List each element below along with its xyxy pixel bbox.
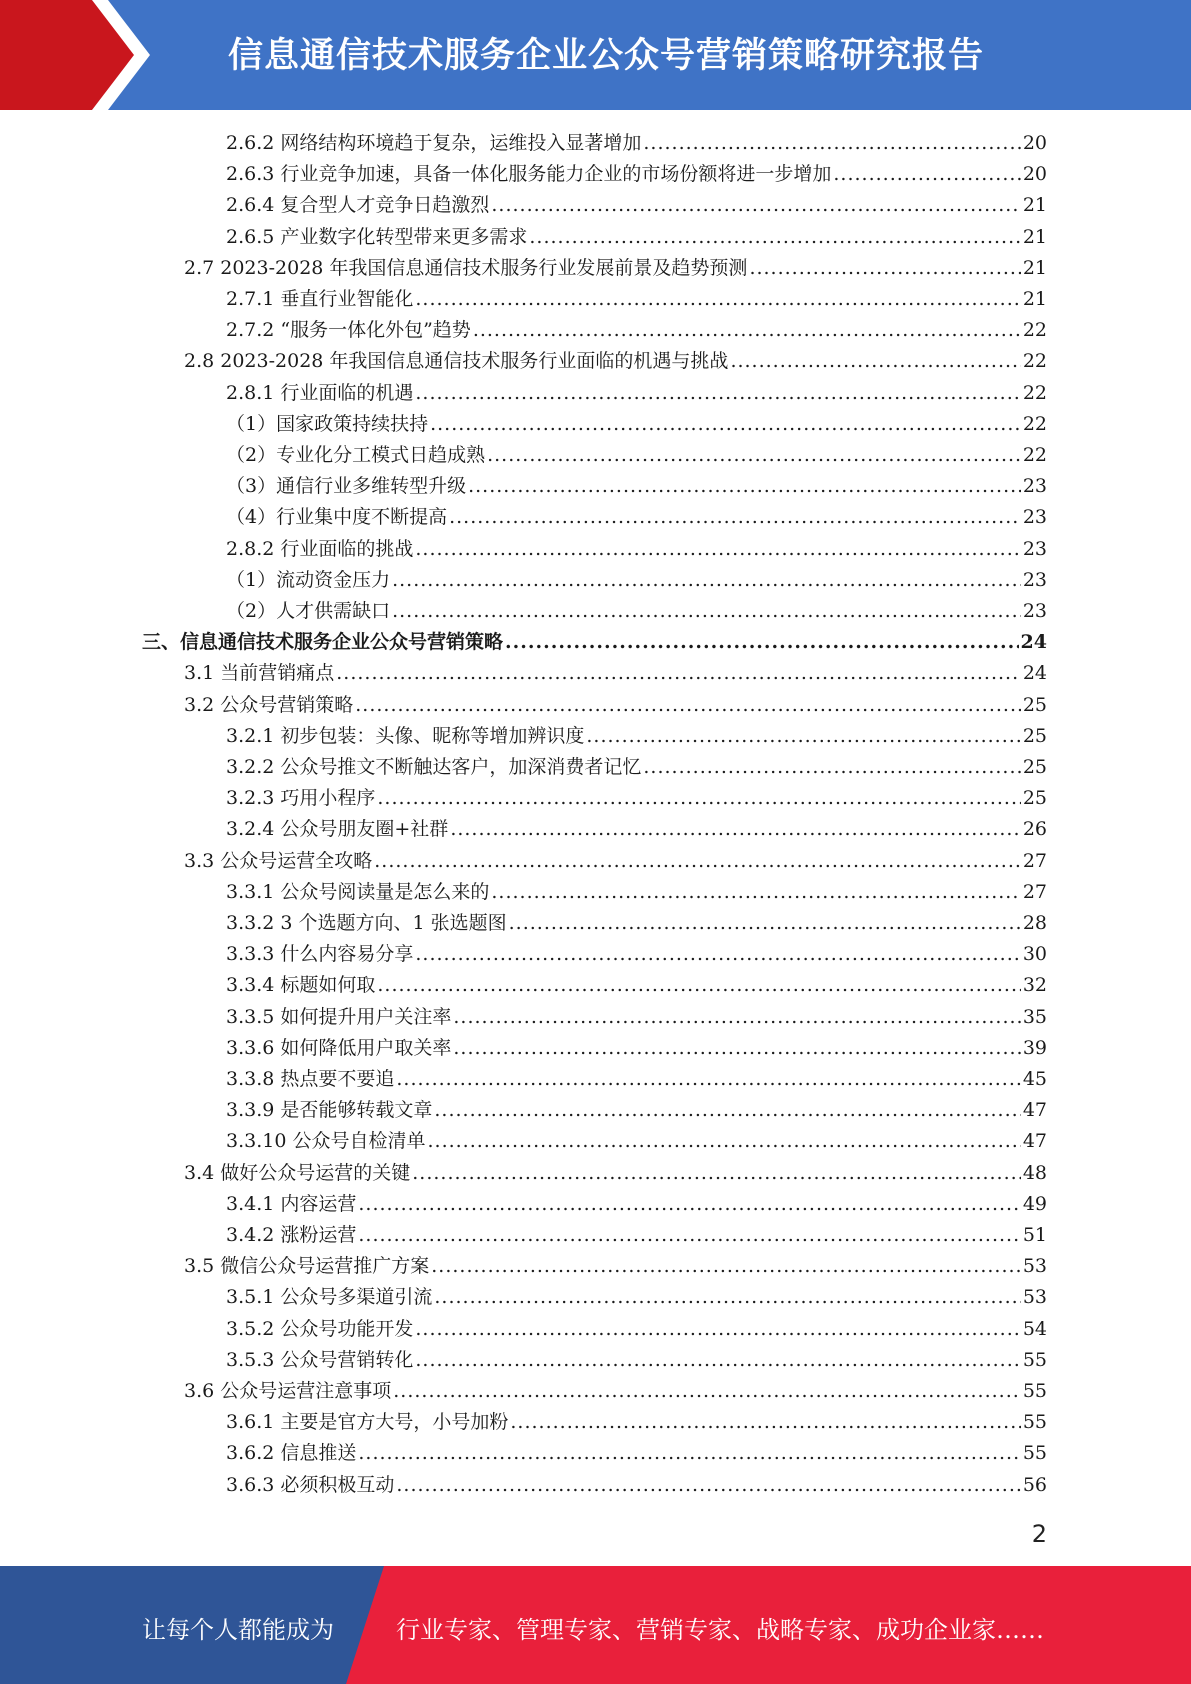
toc-entry-page: 55 <box>1022 1442 1047 1465</box>
toc-entry-label: 2.8.1 行业面临的机遇 <box>226 381 414 404</box>
toc-entry-page: 22 <box>1022 381 1047 404</box>
toc-entry-page: 26 <box>1022 818 1047 841</box>
toc-entry-label: 3.3.5 如何提升用户关注率 <box>226 1005 452 1028</box>
toc-entry-label: 2.6.3 行业竞争加速，具备一体化服务能力企业的市场份额将进一步增加 <box>226 163 832 186</box>
toc-entry-page: 24 <box>1022 662 1047 685</box>
toc-dot-leader <box>468 471 1021 502</box>
toc-entry-label: 2.7 2023-2028 年我国信息通信技术服务行业发展前景及趋势预测 <box>184 256 748 279</box>
toc-dot-leader <box>473 315 1021 346</box>
toc-entry[interactable] <box>226 409 1047 440</box>
header-red-chevron <box>0 0 160 110</box>
toc-entry-page: 55 <box>1022 1380 1047 1402</box>
toc-entry-label: 3.4.2 涨粉运营 <box>226 1224 357 1246</box>
toc-entry-page: 48 <box>1022 1161 1047 1184</box>
toc-entry-page: 53 <box>1022 1286 1047 1309</box>
toc-entry-page: 39 <box>1022 1036 1047 1059</box>
toc-entry[interactable] <box>226 222 1047 253</box>
toc-entry-page: 21 <box>1022 225 1047 248</box>
toc-dot-leader <box>505 627 1019 658</box>
toc-entry-page: 53 <box>1022 1255 1047 1278</box>
toc-entry[interactable] <box>226 939 1047 970</box>
toc-entry[interactable] <box>226 471 1047 502</box>
toc-entry-page: 32 <box>1022 974 1047 997</box>
toc-dot-leader <box>358 1189 1020 1220</box>
toc-entry-label: 3.2 公众号营销策略 <box>184 693 354 716</box>
toc-entry-label: 3.5.2 公众号功能开发 <box>226 1317 414 1340</box>
toc-entry[interactable] <box>184 1251 1047 1282</box>
toc-entry-label: 3.2.3 巧用小程序 <box>226 787 376 810</box>
toc-entry-label: 3.4 做好公众号运营的关键 <box>184 1161 411 1184</box>
toc-entry-label: 2.7.1 垂直行业智能化 <box>226 288 414 310</box>
toc-entry-label: 3.3.10 公众号自检清单 <box>226 1130 426 1153</box>
toc-entry-label: 3.1 当前营销痛点 <box>184 662 335 685</box>
toc-entry[interactable] <box>226 565 1047 596</box>
toc-dot-leader <box>374 846 1021 877</box>
toc-entry-page: 56 <box>1022 1473 1047 1496</box>
toc-entry-label: 三、信息通信技术服务企业公众号营销策略 <box>142 631 504 654</box>
toc-entry[interactable] <box>226 378 1047 409</box>
toc-entry-page: 23 <box>1022 568 1047 591</box>
toc-entry[interactable] <box>184 1376 1047 1407</box>
toc-entry-page: 27 <box>1022 849 1047 872</box>
toc-entry-page: 20 <box>1022 132 1047 154</box>
toc-entry-label: 3.3.8 热点要不要追 <box>226 1068 395 1090</box>
toc-entry-page: 47 <box>1022 1099 1047 1122</box>
toc-dot-leader <box>358 1438 1020 1469</box>
toc-entry-page: 54 <box>1022 1317 1047 1340</box>
toc-entry-page: 22 <box>1022 350 1047 373</box>
toc-dot-leader <box>396 1470 1020 1501</box>
toc-dot-leader <box>643 128 1020 159</box>
footer-expert-list: 行业专家、管理专家、营销专家、战略专家、成功企业家…… <box>396 1616 1044 1644</box>
toc-dot-leader <box>393 1376 1021 1407</box>
toc-dot-leader <box>392 565 1021 596</box>
toc-entry-page: 23 <box>1022 475 1047 498</box>
toc-entry-label: （1）流动资金压力 <box>226 568 391 591</box>
toc-entry-page: 51 <box>1022 1224 1047 1246</box>
toc-dot-leader <box>510 1407 1020 1438</box>
toc-entry-label: 3.6.2 信息推送 <box>226 1442 357 1465</box>
toc-dot-leader <box>434 1095 1020 1126</box>
toc-entry-label: 3.3.4 标题如何取 <box>226 974 376 997</box>
toc-entry[interactable] <box>226 752 1047 783</box>
toc-entry[interactable] <box>226 721 1047 752</box>
toc-dot-leader <box>491 877 1020 908</box>
toc-entry-label: 3.3.9 是否能够转载文章 <box>226 1099 433 1122</box>
toc-dot-leader <box>643 752 1020 783</box>
toc-entry[interactable] <box>226 1438 1047 1469</box>
toc-dot-leader <box>509 908 1021 939</box>
toc-entry-label: 2.6.4 复合型人才竞争日趋激烈 <box>226 194 490 217</box>
toc-dot-leader <box>358 1220 1020 1251</box>
toc-entry-page: 28 <box>1022 912 1047 934</box>
toc-entry-page: 23 <box>1022 600 1047 622</box>
toc-entry-label: 2.7.2 “服务一体化外包”趋势 <box>226 319 471 342</box>
toc-entry-page: 49 <box>1022 1192 1047 1215</box>
toc-entry-label: 3.5 微信公众号运营推广方案 <box>184 1255 430 1278</box>
toc-entry[interactable] <box>226 596 1047 627</box>
toc-entry[interactable] <box>226 1345 1047 1376</box>
toc-entry[interactable] <box>226 190 1047 221</box>
toc-entry-label: 3.3 公众号运营全攻略 <box>184 849 373 872</box>
toc-entry[interactable] <box>226 1407 1047 1438</box>
toc-dot-leader <box>415 1345 1020 1376</box>
toc-dot-leader <box>415 1314 1020 1345</box>
toc-entry[interactable] <box>226 1470 1047 1501</box>
toc-entry[interactable] <box>184 253 1047 284</box>
toc-entry-page: 21 <box>1022 288 1047 310</box>
toc-entry[interactable] <box>184 1158 1047 1189</box>
toc-entry[interactable] <box>226 877 1047 908</box>
toc-entry-page: 21 <box>1022 256 1047 279</box>
toc-entry-page: 30 <box>1022 943 1047 966</box>
report-title: 信息通信技术服务企业公众号营销策略研究报告 <box>228 36 985 76</box>
toc-entry-page: 22 <box>1022 444 1047 466</box>
toc-entry[interactable] <box>226 1126 1047 1157</box>
toc-entry-page: 25 <box>1022 787 1047 810</box>
page-footer <box>0 1566 1191 1684</box>
toc-entry[interactable] <box>226 284 1047 315</box>
toc-entry[interactable] <box>226 440 1047 471</box>
toc-entry-label: 3.4.1 内容运营 <box>226 1192 357 1215</box>
toc-entry[interactable] <box>226 783 1047 814</box>
toc-dot-leader <box>396 1064 1020 1095</box>
toc-entry-page: 22 <box>1022 319 1047 342</box>
toc-dot-leader <box>412 1158 1021 1189</box>
toc-dot-leader <box>833 159 1020 190</box>
toc-entry-label: 3.3.3 什么内容易分享 <box>226 943 414 966</box>
toc-entry-page: 24 <box>1020 631 1047 654</box>
page-number: 2 <box>1031 1520 1047 1548</box>
toc-entry-page: 45 <box>1022 1068 1047 1090</box>
toc-entry[interactable] <box>226 1002 1047 1033</box>
toc-dot-leader <box>336 658 1021 689</box>
toc-dot-leader <box>450 814 1021 845</box>
toc-entry-page: 21 <box>1022 194 1047 217</box>
toc-entry[interactable] <box>226 1064 1047 1095</box>
toc-dot-leader <box>430 409 1021 440</box>
toc-entry[interactable] <box>184 346 1047 377</box>
toc-entry[interactable] <box>226 534 1047 565</box>
toc-entry[interactable] <box>226 1282 1047 1313</box>
toc-entry-label: 2.8 2023-2028 年我国信息通信技术服务行业面临的机遇与挑战 <box>184 350 729 373</box>
toc-dot-leader <box>487 440 1021 471</box>
toc-entry[interactable] <box>226 1095 1047 1126</box>
toc-entry[interactable] <box>226 1189 1047 1220</box>
toc-dot-leader <box>392 596 1021 627</box>
toc-dot-leader <box>730 346 1020 377</box>
toc-entry-page: 25 <box>1022 724 1047 747</box>
toc-entry-page: 47 <box>1022 1130 1047 1153</box>
toc-dot-leader <box>491 190 1020 221</box>
toc-entry-label: 3.6 公众号运营注意事项 <box>184 1380 392 1402</box>
toc-entry[interactable] <box>226 128 1047 159</box>
toc-entry-label: （2）专业化分工模式日趋成熟 <box>226 444 486 466</box>
toc-entry-page: 35 <box>1022 1005 1047 1028</box>
toc-dot-leader <box>529 222 1020 253</box>
toc-dot-leader <box>453 1002 1020 1033</box>
toc-dot-leader <box>377 783 1020 814</box>
toc-entry[interactable] <box>226 1314 1047 1345</box>
toc-dot-leader <box>749 253 1020 284</box>
toc-dot-leader <box>431 1251 1021 1282</box>
page-header <box>0 0 1191 110</box>
toc-dot-leader <box>449 502 1021 533</box>
toc-entry-page: 55 <box>1022 1411 1047 1434</box>
toc-entry-label: 3.2.2 公众号推文不断触达客户，加深消费者记忆 <box>226 756 642 778</box>
toc-dot-leader <box>415 534 1020 565</box>
toc-entry-page: 25 <box>1022 693 1047 716</box>
toc-entry-label: 3.3.6 如何降低用户取关率 <box>226 1036 452 1059</box>
toc-entry[interactable] <box>226 814 1047 845</box>
toc-entry-page: 25 <box>1022 756 1047 778</box>
toc-entry[interactable] <box>184 690 1047 721</box>
toc-entry[interactable] <box>226 159 1047 190</box>
toc-entry-label: 3.6.3 必须积极互动 <box>226 1473 395 1496</box>
toc-entry-page: 27 <box>1022 880 1047 903</box>
toc-entry-label: 2.6.2 网络结构环境趋于复杂，运维投入显著增加 <box>226 132 642 154</box>
toc-entry-label: （4）行业集中度不断提高 <box>226 506 448 529</box>
toc-dot-leader <box>453 1033 1020 1064</box>
toc-entry[interactable] <box>226 502 1047 533</box>
toc-entry-label: 3.5.1 公众号多渠道引流 <box>226 1286 433 1309</box>
toc-entry[interactable] <box>226 908 1047 939</box>
toc-dot-leader <box>415 378 1020 409</box>
toc-entry[interactable] <box>226 315 1047 346</box>
toc-entry-page: 23 <box>1022 506 1047 529</box>
toc-entry[interactable] <box>226 1220 1047 1251</box>
toc-entry[interactable] <box>226 1033 1047 1064</box>
toc-entry[interactable] <box>184 846 1047 877</box>
toc-entry[interactable] <box>226 970 1047 1001</box>
toc-dot-leader <box>377 970 1020 1001</box>
toc-entry-page: 20 <box>1022 163 1047 186</box>
toc-entry-page: 55 <box>1022 1348 1047 1371</box>
toc-entry-label: （1）国家政策持续扶持 <box>226 412 429 435</box>
toc-entry-label: 3.5.3 公众号营销转化 <box>226 1348 414 1371</box>
toc-entry[interactable] <box>184 658 1047 689</box>
toc-entry-label: 3.2.1 初步包装：头像、昵称等增加辨识度 <box>226 724 585 747</box>
toc-entry-page: 23 <box>1022 537 1047 560</box>
toc-entry-label: 2.8.2 行业面临的挑战 <box>226 537 414 560</box>
toc-entry-label: 3.6.1 主要是官方大号，小号加粉 <box>226 1411 509 1434</box>
toc-dot-leader <box>355 690 1021 721</box>
toc-entry-page: 22 <box>1022 412 1047 435</box>
footer-slogan: 让每个人都能成为 <box>142 1616 334 1644</box>
toc-entry-label: 3.3.1 公众号阅读量是怎么来的 <box>226 880 490 903</box>
toc-entry-label: （2）人才供需缺口 <box>226 600 391 622</box>
toc-entry-label: 2.6.5 产业数字化转型带来更多需求 <box>226 225 528 248</box>
toc-entry[interactable] <box>142 627 1047 658</box>
toc-dot-leader <box>415 284 1020 315</box>
toc-dot-leader <box>415 939 1020 970</box>
toc-dot-leader <box>586 721 1020 752</box>
toc-entry-label: （3）通信行业多维转型升级 <box>226 475 467 498</box>
toc-dot-leader <box>434 1282 1020 1313</box>
toc-dot-leader <box>427 1126 1020 1157</box>
toc-entry-label: 3.2.4 公众号朋友圈+社群 <box>226 818 449 841</box>
toc-entry-label: 3.3.2 3 个选题方向、1 张选题图 <box>226 912 507 934</box>
